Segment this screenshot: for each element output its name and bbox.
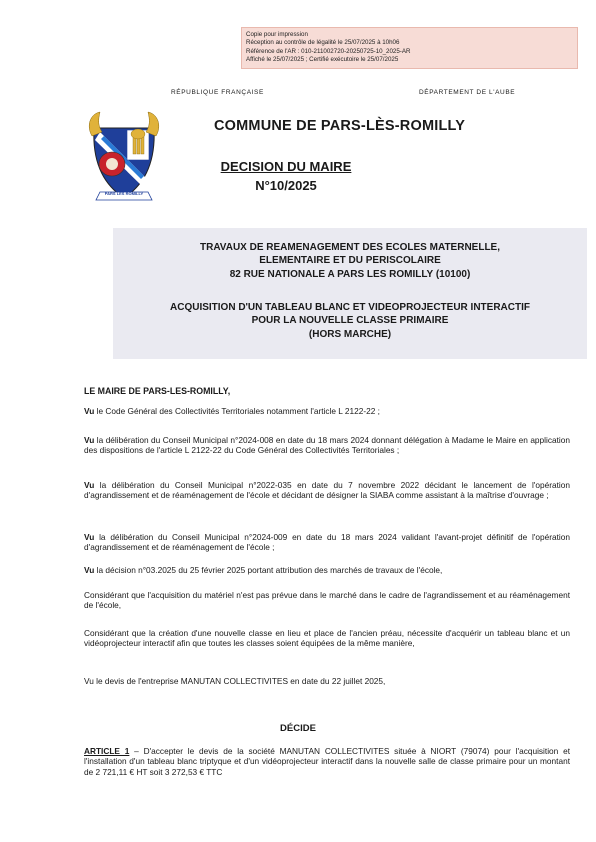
paragraph-text: la délibération du Conseil Municipal n°2022-035 en date du 7 novembre 2022 décidant le lancement de l'opération d'agrandissement et de réaménagement de l'école et décidant de désigner la SIABA comme assistant à la maîtrise d'ouvrage ; [84, 480, 570, 501]
subject-line: ACQUISITION D'UN TABLEAU BLANC ET VIDEOPROJECTEUR INTERACTIF [170, 302, 530, 313]
visa-paragraph [84, 480, 570, 501]
article-1 [84, 746, 570, 777]
paragraph-text: la délibération du Conseil Municipal n°2024-009 en date du 18 mars 2024 validant l'avant-projet définitif de l'opération d'agrandissement et de réaménagement de l'école ; [84, 532, 570, 553]
department-label: DÉPARTEMENT DE L'AUBE [419, 89, 516, 96]
vu-word: Vu [84, 480, 95, 490]
republic-label: RÉPUBLIQUE FRANÇAISE [171, 89, 264, 96]
paragraph-text: le Code Général des Collectivités Territoriales notamment l'article L 2122-22 ; [94, 406, 380, 416]
article-1-text: – D'accepter le devis de la société MANUTAN COLLECTIVITES située à NIORT (79074) pour l'acquisition et l'installation d'un tableau blanc triptyque et d'un vidéoprojecteur interactif dans la nouvelle salle de classe primaire pour un montant de 2 721,11 € HT soit 3 272,53 € TTC [84, 746, 570, 777]
article-1-title: ARTICLE 1 [84, 746, 130, 756]
visa-paragraph [84, 532, 570, 553]
paragraph-text: la délibération du Conseil Municipal n°2024-008 en date du 18 mars 2024 donnant délégation à Madame le Maire en application des dispositions de l'article L 2122-22 du Code Général des Collectivités Territoriales ; [84, 435, 570, 456]
commune-title: COMMUNE DE PARS-LÈS-ROMILLY [214, 118, 466, 134]
stamp-line: Réception au contrôle de légalité le 25/07/2025 à 10h06 [246, 39, 400, 47]
vu-word: Vu [84, 435, 95, 445]
legality-stamp [241, 27, 578, 69]
quote-paragraph: Vu le devis de l'entreprise MANUTAN COLLECTIVITES en date du 22 juillet 2025, [84, 676, 386, 686]
subject-box [113, 228, 587, 359]
considering-paragraph: Considérant que la création d'une nouvelle classe en lieu et place de l'ancien préau, nécessite d'acquérir un tableau blanc et un vidéoprojecteur interactif afin que toutes les classes soient équipées de la même manière, [84, 628, 570, 649]
stamp-line: Affiché le 25/07/2025 ; Certifié exécutoire le 25/07/2025 [246, 55, 399, 63]
stamp-line: Copie pour impression [246, 31, 308, 38]
vu-word: Vu [84, 565, 95, 575]
visa-paragraph [84, 565, 570, 575]
visa-paragraph [84, 406, 570, 416]
decision-number: N°10/2025 [255, 178, 317, 193]
vu-word: Vu [84, 532, 95, 542]
decision-title: DECISION DU MAIRE [220, 159, 352, 174]
subject-line: (HORS MARCHE) [308, 329, 392, 340]
mayor-heading: LE MAIRE DE PARS-LES-ROMILLY, [84, 386, 231, 396]
crest-banner-text: PARS LES ROMILLY [104, 191, 144, 196]
subject-line: ELEMENTAIRE ET DU PERISCOLAIRE [259, 255, 441, 266]
subject-line: POUR LA NOUVELLE CLASSE PRIMAIRE [251, 315, 449, 326]
subject-line: 82 RUE NATIONALE A PARS LES ROMILLY (10100) [229, 269, 471, 280]
visa-paragraph [84, 435, 570, 456]
considering-paragraph: Considérant que l'acquisition du matériel n'est pas prévue dans le marché dans le cadre de l'agrandissement et au réaménagement de l'école, [84, 590, 570, 611]
paragraph-text: la décision n°03.2025 du 25 février 2025 portant attribution des marchés de travaux de l'école, [94, 565, 443, 575]
stamp-line: Référence de l'AR : 010-211002720-20250725-10_2025-AR [246, 47, 411, 55]
subject-line: TRAVAUX DE REAMENAGEMENT DES ECOLES MATERNELLE, [199, 242, 500, 253]
vu-word: Vu [84, 406, 95, 416]
decide-heading: DÉCIDE [280, 723, 316, 734]
